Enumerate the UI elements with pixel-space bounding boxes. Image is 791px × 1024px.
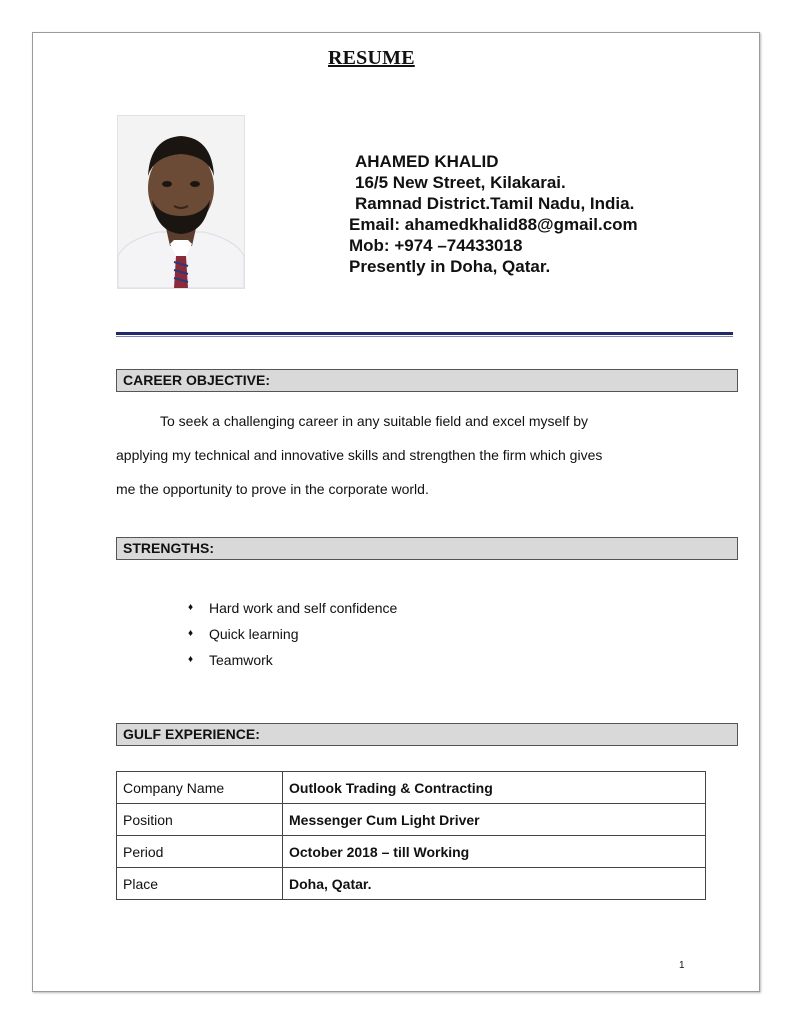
table-cell-label: Place <box>117 868 283 900</box>
address-line-2: Ramnad District.Tamil Nadu, India. <box>355 194 635 213</box>
table-row <box>117 868 706 900</box>
address-line-1: 16/5 New Street, Kilakarai. <box>355 173 566 192</box>
profile-photo <box>117 115 245 289</box>
diamond-bullet-icon: ♦ <box>188 602 194 613</box>
objective-line: To seek a challenging career in any suitable field and excel myself by <box>160 413 589 429</box>
mobile-line: Mob: +974 –74433018 <box>349 236 523 255</box>
list-item: ♦ Quick learning <box>188 621 397 647</box>
table-cell-label: Company Name <box>117 772 283 804</box>
section-heading-career-objective: CAREER OBJECTIVE: <box>116 369 738 392</box>
list-item: ♦ Teamwork <box>188 647 397 673</box>
strengths-list <box>188 595 397 673</box>
location-line: Presently in Doha, Qatar. <box>349 257 551 276</box>
email-line: Email: ahamedkhalid88@gmail.com <box>349 215 638 234</box>
contact-block <box>349 151 638 277</box>
table-cell-value: Doha, Qatar. <box>283 868 706 900</box>
table-cell-value: October 2018 – till Working <box>283 836 706 868</box>
diamond-bullet-icon: ♦ <box>188 654 194 665</box>
experience-table <box>116 771 706 900</box>
header-divider-thin <box>116 336 733 337</box>
diamond-bullet-icon: ♦ <box>188 628 194 639</box>
section-heading-gulf-experience: GULF EXPERIENCE: <box>116 723 738 746</box>
document-title: RESUME <box>328 47 415 69</box>
table-cell-value: Messenger Cum Light Driver <box>283 804 706 836</box>
candidate-name: AHAMED KHALID <box>355 152 499 171</box>
profile-photo-icon <box>118 116 244 288</box>
career-objective-text <box>116 404 676 506</box>
table-row <box>117 804 706 836</box>
table-row <box>117 836 706 868</box>
section-heading-strengths: STRENGTHS: <box>116 537 738 560</box>
table-cell-label: Period <box>117 836 283 868</box>
table-cell-value: Outlook Trading & Contracting <box>283 772 706 804</box>
objective-line: me the opportunity to prove in the corporate world. <box>116 481 429 497</box>
table-cell-label: Position <box>117 804 283 836</box>
page-number: 1 <box>679 960 685 971</box>
table-row <box>117 772 706 804</box>
objective-line: applying my technical and innovative skills and strengthen the firm which gives <box>116 447 603 463</box>
list-item: ♦ Hard work and self confidence <box>188 595 397 621</box>
header-divider <box>116 332 733 335</box>
